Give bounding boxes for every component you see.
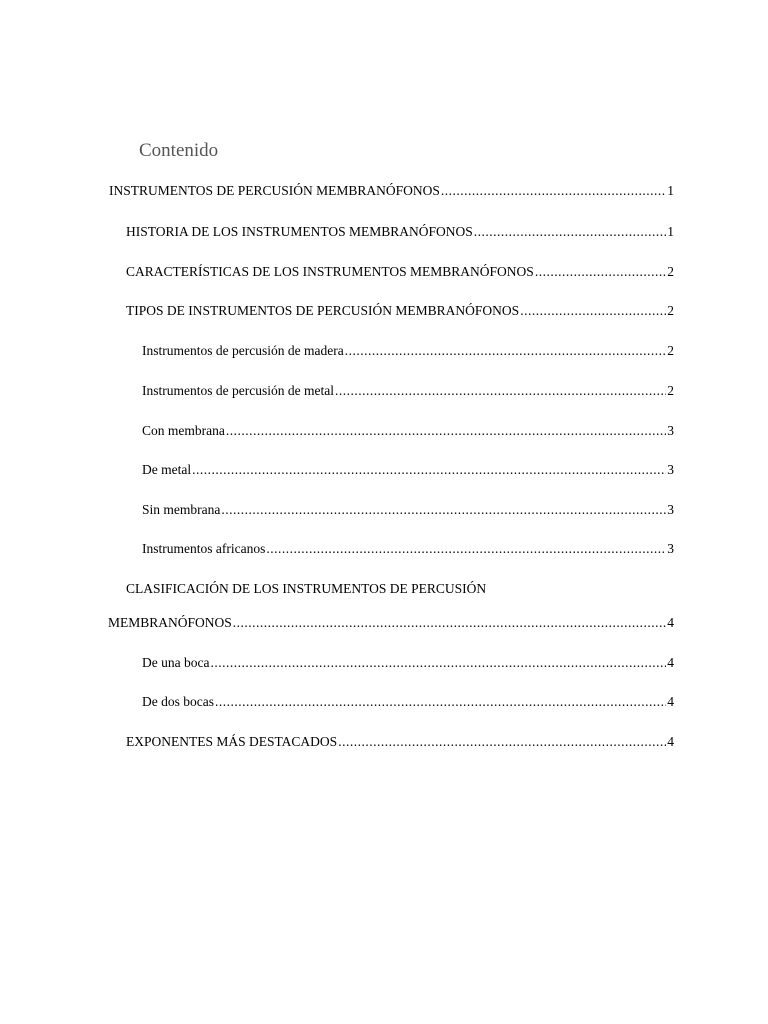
toc-page-number: 1: [667, 224, 674, 239]
toc-page-number: 2: [667, 343, 674, 358]
toc-entry-de-metal[interactable]: [142, 460, 674, 480]
toc-entry-label: Instrumentos africanos: [142, 541, 266, 556]
toc-entry-label: EXPONENTES MÁS DESTACADOS: [126, 734, 338, 749]
toc-entry-sin-membrana[interactable]: [142, 500, 674, 520]
toc-entry-label: CLASIFICACIÓN DE LOS INSTRUMENTOS DE PERCUSIÓN: [126, 581, 487, 596]
toc-entry-caracteristicas[interactable]: [126, 262, 674, 282]
dot-leader: [226, 421, 666, 441]
toc-page-number: 4: [667, 655, 674, 670]
dot-leader: [345, 341, 667, 361]
dot-leader: [441, 181, 666, 201]
toc-page-number: 2: [667, 383, 674, 398]
toc-entry-africanos[interactable]: [142, 539, 674, 559]
toc-page-number: 4: [667, 734, 674, 749]
toc-entry-label: Instrumentos de percusión de metal: [142, 383, 334, 398]
toc-entry-label: De una boca: [142, 655, 210, 670]
dot-leader: [474, 222, 666, 242]
toc-entry-label: MEMBRANÓFONOS: [108, 615, 232, 630]
dot-leader: [520, 301, 666, 321]
toc-entry-label: De metal: [142, 462, 192, 477]
toc-page-number: 3: [667, 502, 674, 517]
toc-page-number: 3: [667, 541, 674, 556]
toc-entry-label: De dos bocas: [142, 694, 214, 709]
toc-entry-madera[interactable]: [142, 341, 674, 361]
toc-entry-una-boca[interactable]: [142, 653, 674, 673]
toc-entry-clasificacion-line1[interactable]: [126, 579, 486, 599]
dot-leader: [266, 539, 666, 559]
dot-leader: [335, 381, 666, 401]
dot-leader: [221, 500, 666, 520]
toc-entry-label: TIPOS DE INSTRUMENTOS DE PERCUSIÓN MEMBRANÓFONOS: [126, 303, 520, 318]
dot-leader: [210, 653, 666, 673]
toc-entry-clasificacion[interactable]: [108, 613, 674, 633]
dot-leader: [215, 692, 666, 712]
toc-entry-label: Instrumentos de percusión de madera: [142, 343, 344, 358]
dot-leader: [535, 262, 666, 282]
toc-entry-metal[interactable]: [142, 381, 674, 401]
toc-page-number: 2: [667, 303, 674, 318]
toc-entry-dos-bocas[interactable]: [142, 692, 674, 712]
toc-entry-label: HISTORIA DE LOS INSTRUMENTOS MEMBRANÓFONOS: [126, 224, 473, 239]
toc-page-number: 3: [667, 462, 674, 477]
toc-entry-con-membrana[interactable]: [142, 421, 674, 441]
toc-page-number: 2: [667, 264, 674, 279]
toc-entry-historia[interactable]: [126, 222, 674, 242]
toc-heading: Contenido: [139, 140, 219, 161]
toc-entry-instrumentos-percusion[interactable]: [109, 181, 674, 201]
toc-page-number: 1: [667, 183, 674, 198]
toc-page-number: 3: [667, 423, 674, 438]
toc-page-number: 4: [667, 615, 674, 630]
toc-entry-label: CARACTERÍSTICAS DE LOS INSTRUMENTOS MEMBRANÓFONOS: [126, 264, 534, 279]
dot-leader: [192, 460, 666, 480]
dot-leader: [338, 732, 666, 752]
toc-entry-label: Con membrana: [142, 423, 225, 438]
toc-entry-tipos[interactable]: [126, 301, 674, 321]
toc-entry-label: Sin membrana: [142, 502, 221, 517]
toc-entry-exponentes[interactable]: [126, 732, 674, 752]
toc-page-number: 4: [667, 694, 674, 709]
toc-entry-label: INSTRUMENTOS DE PERCUSIÓN MEMBRANÓFONOS: [109, 183, 440, 198]
dot-leader: [233, 613, 666, 633]
